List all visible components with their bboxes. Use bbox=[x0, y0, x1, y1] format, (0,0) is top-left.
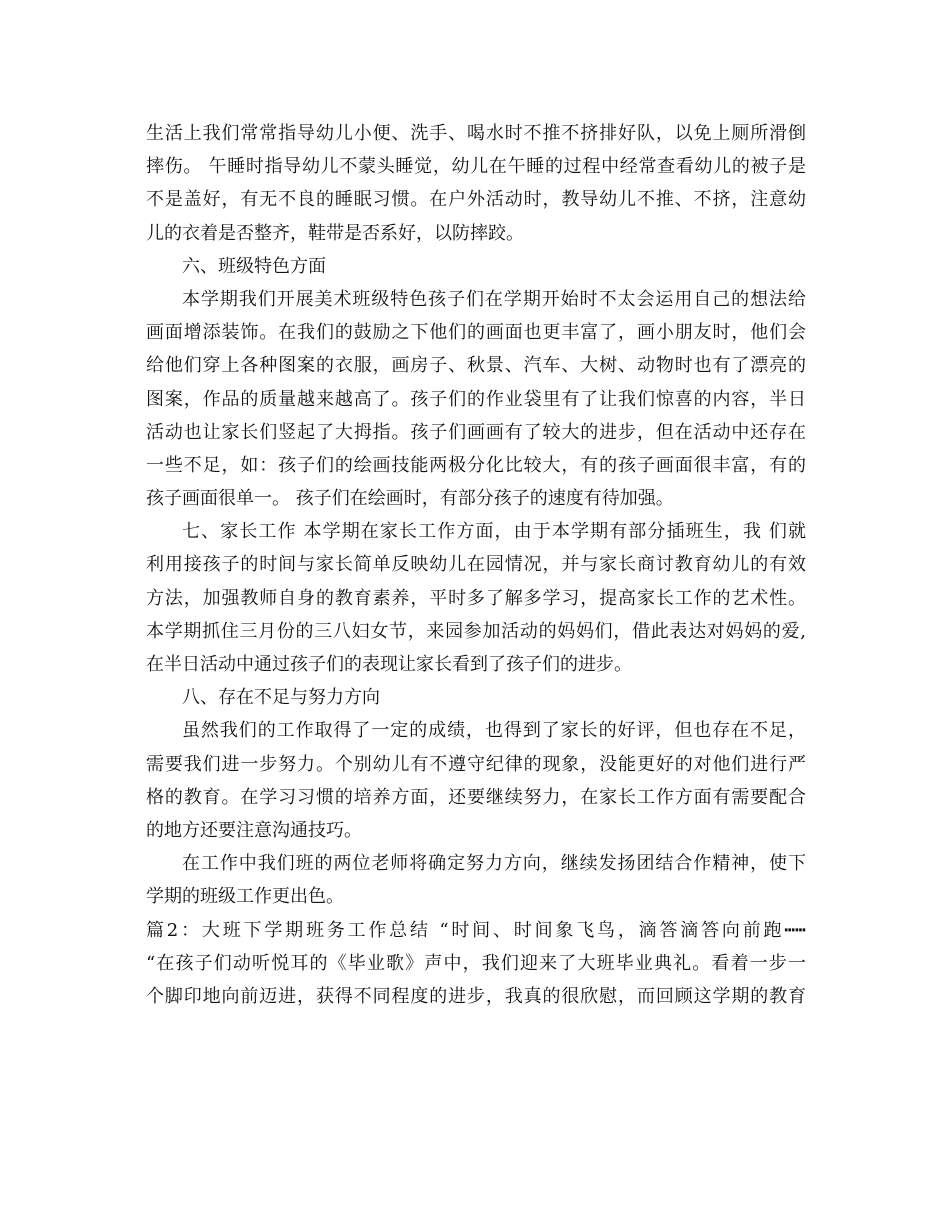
text-line: 画面增添装饰。在我们的鼓励之下他们的画面也更丰富了，画小朋友时，他们会 bbox=[146, 322, 806, 344]
text-line: 篇2：大班下学期班务工作总结 “时间、时间象飞鸟，滴答滴答向前跑┅┅ bbox=[146, 919, 806, 941]
text-line: 需要我们进一步努力。个别幼儿有不遵守纪律的现象，没能更好的对他们进行严 bbox=[146, 753, 806, 775]
text-line: 七、家长工作 本学期在家长工作方面，由于本学期有部分插班生，我 们就 bbox=[182, 521, 806, 543]
text-line: 本学期抓住三月份的三八妇女节，来园参加活动的妈妈们，借此表达对妈妈的爱, bbox=[146, 620, 806, 642]
text-line: 方法，加强教师自身的教育素养，平时多了解多学习，提高家长工作的艺术性。 bbox=[146, 587, 806, 609]
text-line: 生活上我们常常指导幼儿小便、洗手、喝水时不推不挤排好队，以免上厕所滑倒 bbox=[146, 123, 806, 144]
text-line: 学期的班级工作更出色。 bbox=[146, 886, 344, 908]
document-body bbox=[146, 117, 806, 1013]
text-line: 儿的衣着是否整齐，鞋带是否系好，以防摔跤。 bbox=[146, 222, 524, 244]
text-line: 一些不足，如：孩子们的绘画技能两极分化比较大，有的孩子画面很丰富，有的 bbox=[146, 454, 806, 476]
text-line: 的地方还要注意沟通技巧。 bbox=[146, 819, 362, 841]
text-line: 格的教育。在学习习惯的培养方面，还要继续努力，在家长工作方面有需要配合 bbox=[146, 786, 806, 808]
text-line: 给他们穿上各种图案的衣服，画房子、秋景、汽车、大树、动物时也有了漂亮的 bbox=[146, 355, 806, 377]
text-line: 图案，作品的质量越来越高了。孩子们的作业袋里有了让我们惊喜的内容，半日 bbox=[146, 388, 806, 410]
text-line: 摔伤。 午睡时指导幼儿不蒙头睡觉，幼儿在午睡的过程中经常查看幼儿的被子是 bbox=[146, 156, 806, 178]
text-line: 不是盖好，有无不良的睡眠习惯。在户外活动时，教导幼儿不推、不挤，注意幼 bbox=[146, 189, 806, 211]
text-line: 孩子画面很单一。 孩子们在绘画时，有部分孩子的速度有待加强。 bbox=[146, 488, 674, 510]
text-line: 在工作中我们班的两位老师将确定努力方向，继续发扬团结合作精神，使下 bbox=[182, 853, 806, 875]
text-line: 本学期我们开展美术班级特色孩子们在学期开始时不太会运用自己的想法给 bbox=[182, 288, 806, 310]
text-line: 六、班级特色方面 bbox=[182, 255, 326, 277]
text-line: 活动也让家长们竖起了大拇指。孩子们画画有了较大的进步，但在活动中还存在 bbox=[146, 421, 806, 443]
text-line: 利用接孩子的时间与家长简单反映幼儿在园情况，并与家长商讨教育幼儿的有效 bbox=[146, 554, 806, 576]
text-line: 虽然我们的工作取得了一定的成绩，也得到了家长的好评，但也存在不足， bbox=[182, 720, 806, 742]
text-line: 个脚印地向前迈进，获得不同程度的进步，我真的很欣慰，而回顾这学期的教育 bbox=[146, 985, 806, 1007]
text-line: 在半日活动中通过孩子们的表现让家长看到了孩子们的进步。 bbox=[146, 654, 632, 675]
text-line: “在孩子们动听悦耳的《毕业歌》声中，我们迎来了大班毕业典礼。看着一步一 bbox=[146, 952, 806, 974]
text-line: 八、存在不足与努力方向 bbox=[182, 687, 380, 709]
